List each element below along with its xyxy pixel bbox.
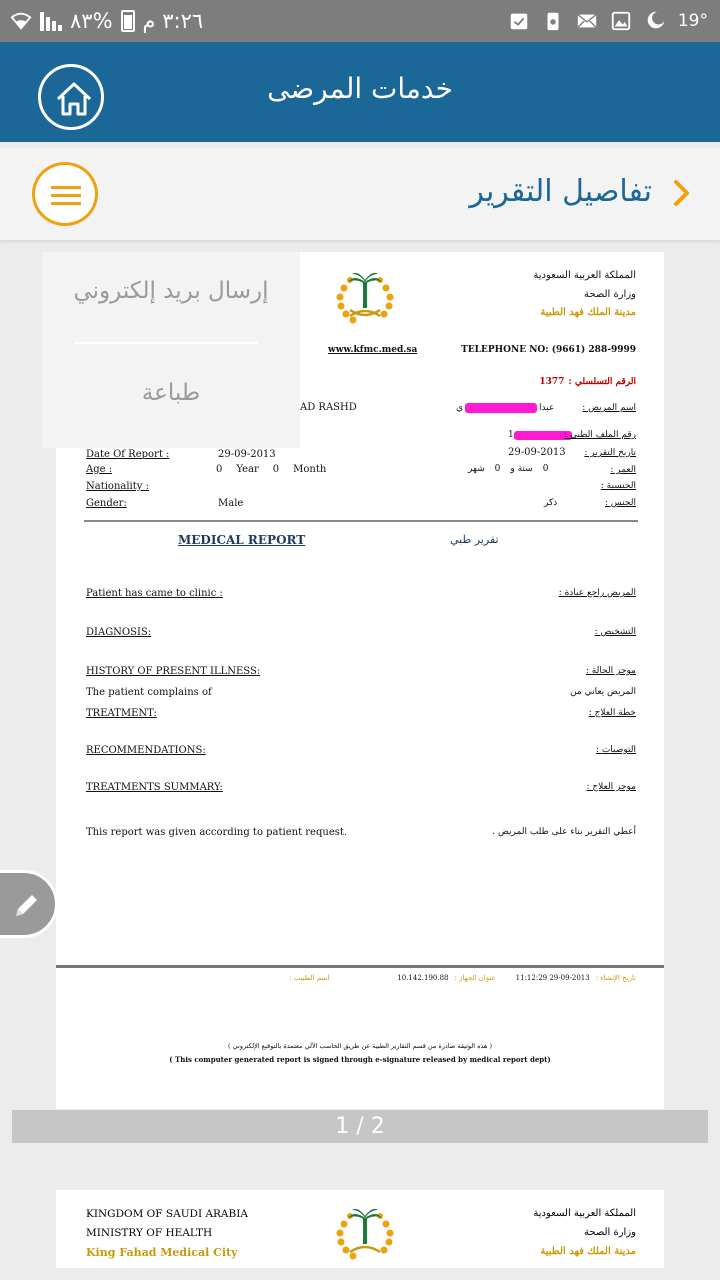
footer-divider bbox=[56, 965, 664, 968]
age-year-word: Year bbox=[236, 464, 259, 475]
redaction-bar bbox=[514, 431, 572, 440]
recycle-icon bbox=[542, 10, 564, 32]
menu-item-send-email[interactable]: إرسال بريد إلكتروني bbox=[73, 278, 269, 304]
chevron-right-icon[interactable] bbox=[672, 178, 692, 208]
age-years: 0 bbox=[216, 464, 223, 475]
file-label-ar: رقم الملف الطبي : bbox=[564, 430, 636, 440]
serial-value: 1377 bbox=[539, 377, 565, 387]
age-months: 0 bbox=[272, 464, 280, 475]
complains-ar: المريض يعاني من bbox=[570, 687, 636, 697]
page2-header-ar-2: وزارة الصحة bbox=[584, 1227, 636, 1238]
given-ar: أعطي التقرير بناء على طلب المريض . bbox=[492, 827, 636, 837]
footer-note-ar: ( هذه الوثيقة صادرة من قسم التقارير الطبية عن طريق الحاسب الآلي معتمدة بالتوقيع الإلكتروني ) bbox=[228, 1042, 492, 1050]
menu-divider bbox=[74, 342, 258, 344]
image-icon bbox=[610, 10, 632, 32]
header-ar-line-3: مدينة الملك فهد الطبية bbox=[540, 307, 636, 318]
summary-label-en: TREATMENTS SUMMARY: bbox=[86, 782, 223, 793]
summary-label-ar: موجز العلاج : bbox=[586, 782, 636, 792]
battery-percent: %٨٣ bbox=[70, 9, 113, 33]
date-value-en: 29-09-2013 bbox=[218, 449, 276, 460]
page2-header-ar-1: المملكة العربية السعودية bbox=[533, 1208, 636, 1219]
hamburger-menu-icon bbox=[51, 202, 81, 205]
footer-created-value: 29-09-2013 11:12:29 bbox=[515, 974, 590, 982]
page-indicator: 1 / 2 bbox=[12, 1110, 708, 1143]
kfmc-logo-icon bbox=[334, 1202, 396, 1264]
treatment-label-en: TREATMENT: bbox=[86, 708, 157, 719]
status-time: ٣:٢٦ م bbox=[142, 9, 204, 33]
age-label-ar: العمر : bbox=[610, 465, 636, 475]
nationality-label-ar: الجنسية : bbox=[600, 481, 636, 491]
recommendations-label-ar: التوصيات : bbox=[595, 745, 636, 755]
age-value-en bbox=[216, 464, 326, 475]
temperature: 19° bbox=[677, 11, 708, 31]
history-label-en: HISTORY OF PRESENT ILLNESS: bbox=[86, 666, 261, 677]
footer-note-en: ( This computer generated report is signed through e-signature released by medical report dept) bbox=[169, 1055, 551, 1064]
history-label-ar: موجز الحالة : bbox=[585, 666, 636, 676]
popup-menu bbox=[42, 252, 300, 448]
serial-label: الرقم التسلسلي : bbox=[568, 377, 636, 387]
age-month-word-ar: شهر bbox=[468, 464, 485, 474]
age-year-word-ar: سنة و bbox=[510, 464, 533, 474]
page2-header-en-2: MINISTRY OF HEALTH bbox=[86, 1227, 213, 1239]
page2-header-en-3: King Fahad Medical City bbox=[86, 1246, 238, 1259]
page2-header-en-1: KINGDOM OF SAUDI ARABIA bbox=[86, 1208, 248, 1220]
serial-row bbox=[539, 377, 636, 387]
footer-device-value: 10.142.190.88 bbox=[397, 974, 449, 982]
header-ar-line-1: المملكة العربية السعودية bbox=[533, 270, 636, 281]
patient-name-en: AD RASHD bbox=[300, 402, 357, 413]
report-title-ar: تقرير طبي bbox=[450, 533, 499, 546]
age-label-en: Age : bbox=[86, 464, 113, 475]
website-link[interactable]: www.kfmc.med.sa bbox=[328, 345, 418, 355]
footer-device-label: عنوان الجهاز : bbox=[454, 974, 496, 982]
age-years-ar: 0 bbox=[542, 464, 549, 474]
gender-label-en: Gender: bbox=[86, 498, 127, 509]
footer-created-label: تاريخ الإنشاء : bbox=[595, 974, 636, 982]
patient-name-ar bbox=[456, 403, 554, 413]
age-value-ar bbox=[468, 464, 548, 474]
pencil-icon bbox=[11, 891, 41, 921]
weather-moon-icon bbox=[644, 10, 666, 32]
gender-value-en: Male bbox=[218, 498, 244, 509]
app-bar bbox=[0, 42, 720, 142]
kfmc-logo-icon bbox=[334, 266, 396, 328]
file-value: 1 bbox=[508, 430, 514, 440]
menu-item-print[interactable]: طباعة bbox=[141, 380, 201, 406]
signal-icon bbox=[40, 11, 62, 31]
complains-en: The patient complains of bbox=[86, 687, 212, 698]
battery-icon bbox=[121, 10, 135, 32]
file-number bbox=[508, 430, 572, 440]
given-en: This report was given according to patient request. bbox=[86, 827, 348, 838]
status-left bbox=[10, 6, 203, 36]
treatment-label-ar: خطة العلاج : bbox=[588, 708, 636, 718]
status-bar bbox=[0, 0, 720, 42]
app-title: خدمات المرضى bbox=[267, 72, 453, 105]
patient-name-ar-prefix: عبدا bbox=[539, 403, 555, 413]
report-page-2[interactable] bbox=[56, 1190, 664, 1268]
gender-label-ar: الجنس : bbox=[604, 498, 636, 508]
clinic-label-ar: المريض راجع عيادة : bbox=[558, 588, 636, 598]
clinic-label-en: Patient has came to clinic : bbox=[86, 588, 223, 599]
age-months-ar: 0 bbox=[494, 464, 501, 474]
date-label-en: Date Of Report : bbox=[86, 449, 170, 460]
mail-icon bbox=[576, 10, 598, 32]
patient-name-label-ar: اسم المريض : bbox=[582, 403, 636, 413]
patient-name-ar-suffix: ي bbox=[456, 403, 464, 413]
hamburger-menu-icon bbox=[51, 186, 81, 189]
footer-meta bbox=[289, 974, 636, 982]
diagnosis-label-en: DIAGNOSIS: bbox=[86, 627, 152, 638]
age-month-word: Month bbox=[293, 464, 327, 475]
sub-header bbox=[0, 148, 720, 240]
telephone: TELEPHONE NO: (9661) 288-9999 bbox=[461, 345, 636, 355]
date-value-ar: 29-09-2013 bbox=[508, 447, 566, 458]
diagnosis-label-ar: التشخيص : bbox=[594, 627, 636, 637]
menu-button[interactable] bbox=[32, 162, 98, 226]
nationality-label-en: Nationality : bbox=[86, 481, 149, 492]
page2-header-ar-3: مدينة الملك فهد الطبية bbox=[540, 1246, 636, 1257]
clipboard-check-icon bbox=[508, 10, 530, 32]
date-label-ar: تاريخ التقرير : bbox=[584, 448, 636, 458]
header-ar-line-2: وزارة الصحة bbox=[584, 289, 636, 300]
report-title-en: MEDICAL REPORT bbox=[178, 533, 306, 547]
footer-doctor-label: اسم الطبيب : bbox=[289, 974, 330, 982]
wifi-icon bbox=[10, 10, 32, 32]
status-right bbox=[508, 6, 708, 36]
page-title: تفاصيل التقرير bbox=[469, 174, 652, 209]
gender-value-ar: ذكر bbox=[544, 498, 558, 508]
hamburger-menu-icon bbox=[51, 194, 81, 197]
redaction-bar bbox=[465, 403, 537, 413]
recommendations-label-en: RECOMMENDATIONS: bbox=[86, 745, 206, 756]
edit-fab[interactable] bbox=[0, 870, 58, 938]
divider bbox=[84, 520, 638, 522]
